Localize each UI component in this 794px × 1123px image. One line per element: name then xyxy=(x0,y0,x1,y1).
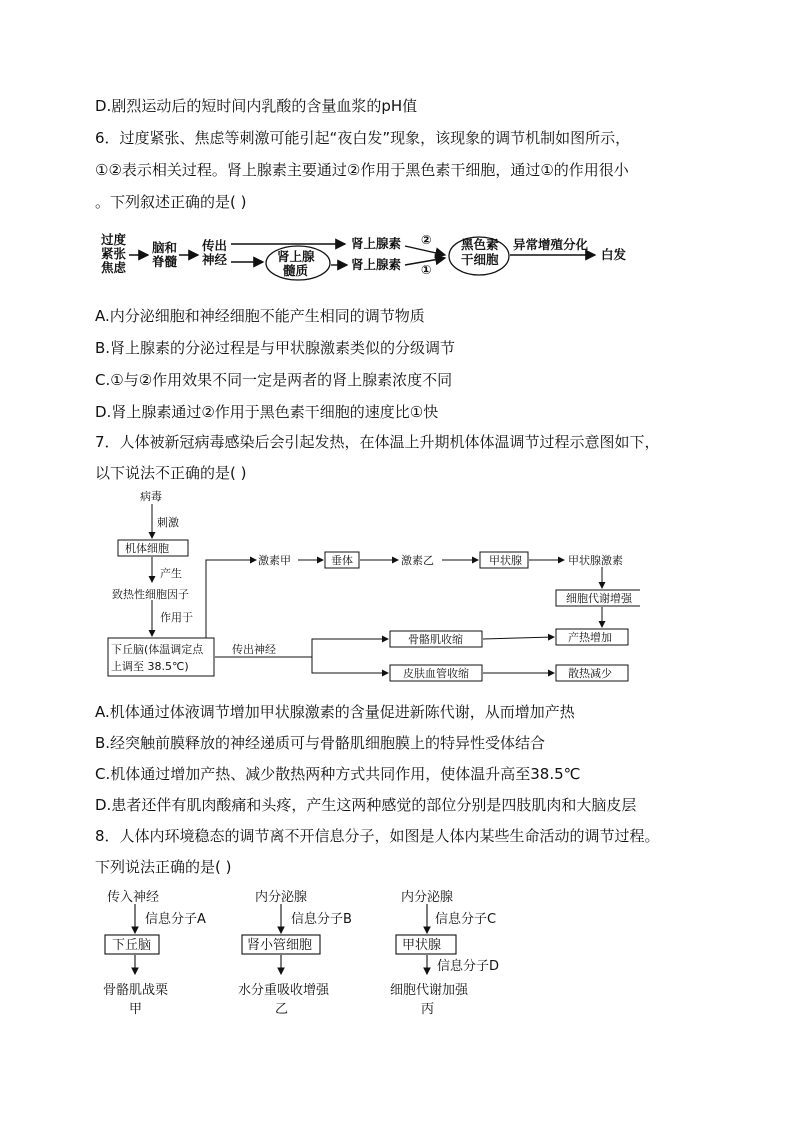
jia-target-box: 下丘脑 xyxy=(112,938,152,953)
act-on-label: 作用于 xyxy=(160,611,193,624)
stimulus-line3: 焦虑 xyxy=(101,260,127,275)
bing-signal2: 信息分子D xyxy=(437,959,500,974)
stimulus-line2: 紧张 xyxy=(101,246,127,261)
medulla-line1: 肾上腺 xyxy=(277,249,315,264)
yi-target-box: 肾小管细胞 xyxy=(247,938,313,953)
hypothalamus-line1: 下丘脑(体温调定点 xyxy=(111,643,204,656)
jia-signal: 信息分子A xyxy=(145,912,206,927)
heat-up-box: 产热增加 xyxy=(568,631,612,644)
stimulate-label: 刺激 xyxy=(157,516,179,529)
bing-signal: 信息分子C xyxy=(435,912,497,927)
q6-stem-line3: 。下列叙述正确的是( ) xyxy=(95,193,247,211)
hypothalamus-line2: 上调至 38.5℃) xyxy=(111,660,189,673)
q6-option-c: C.①与②作用效果不同一定是两者的肾上腺素浓度不同 xyxy=(95,371,453,389)
hormone-b-label: 激素乙 xyxy=(401,554,434,567)
bing-label: 丙 xyxy=(421,1002,435,1017)
q7-option-d: D.患者还伴有肌肉酸痛和头疼，产生这两种感觉的部位分别是四肢肌肉和大脑皮层 xyxy=(95,796,637,814)
virus-label: 病毒 xyxy=(140,490,162,503)
yi-result: 水分重吸收增强 xyxy=(238,983,330,998)
q6-option-a: A.内分泌细胞和神经细胞不能产生相同的调节物质 xyxy=(95,307,425,325)
q6-diagram xyxy=(95,224,655,286)
efferent-line1: 传出 xyxy=(202,238,228,253)
medulla-line2: 髓质 xyxy=(283,263,309,278)
stimulus-line1: 过度 xyxy=(101,232,127,247)
epinephrine-bottom: 肾上腺素 xyxy=(351,257,402,272)
body-cell-box: 机体细胞 xyxy=(125,542,169,555)
q7-option-b: B.经突触前膜释放的神经递质可与骨骼肌细胞膜上的特异性受体结合 xyxy=(95,734,546,752)
efferent-label: 传出神经 xyxy=(232,643,276,656)
bing-source: 内分泌腺 xyxy=(401,890,454,905)
muscle-box: 骨骼肌收缩 xyxy=(408,633,463,646)
q5-option-d: D.剧烈运动后的短时间内乳酸的含量血浆的pH值 xyxy=(95,97,418,115)
hormone-a-label: 激素甲 xyxy=(258,554,291,567)
q7-option-a: A.机体通过体液调节增加甲状腺激素的含量促进新陈代谢，从而增加产热 xyxy=(95,703,575,721)
q7-stem-line2: 以下说法不正确的是( ) xyxy=(95,464,247,482)
q6-stem-line1: 6．过度紧张、焦虑等刺激可能引起“夜白发”现象，该现象的调节机制如图所示， xyxy=(95,129,631,147)
pituitary-box: 垂体 xyxy=(331,554,353,567)
q7-stem-line1: 7．人体被新冠病毒感染后会引起发热，在体温上升期机体体温调节过程示意图如下， xyxy=(95,433,660,451)
q6-option-d: D.肾上腺素通过②作用于黑色素干细胞的速度比①快 xyxy=(95,403,439,421)
heat-down-box: 散热减少 xyxy=(568,667,612,680)
jia-label: 甲 xyxy=(129,1002,143,1017)
white-hair-label: 白发 xyxy=(601,247,627,262)
pyrogen-label: 致热性细胞因子 xyxy=(112,588,189,601)
q8-stem-line2: 下列说法正确的是( ) xyxy=(95,858,232,876)
yi-signal: 信息分子B xyxy=(291,912,352,927)
bing-result: 细胞代谢加强 xyxy=(390,983,469,998)
metabolism-box: 细胞代谢增强 xyxy=(566,592,632,605)
abnormal-label: 异常增殖分化 xyxy=(513,237,589,252)
brain-line1: 脑和 xyxy=(152,240,178,255)
vessel-box: 皮肤血管收缩 xyxy=(403,667,469,680)
bing-target-box: 甲状腺 xyxy=(402,938,442,953)
q7-option-c: C.机体通过增加产热、减少散热两种方式共同作用，使体温升高至38.5℃ xyxy=(95,765,581,783)
jia-source: 传入神经 xyxy=(107,890,160,905)
mark-2: ② xyxy=(421,232,432,247)
thyroid-hormone-label: 甲状腺激素 xyxy=(568,554,623,567)
mark-1: ① xyxy=(421,262,432,277)
yi-source: 内分泌腺 xyxy=(255,890,308,905)
brain-line2: 脊髓 xyxy=(152,254,178,269)
thyroid-box: 甲状腺 xyxy=(489,554,522,567)
produce-label: 产生 xyxy=(160,567,182,580)
stem-cell-line2: 干细胞 xyxy=(461,252,499,267)
q7-diagram xyxy=(100,486,640,686)
yi-label: 乙 xyxy=(275,1002,289,1017)
jia-result: 骨骼肌战栗 xyxy=(103,983,169,998)
q6-option-b: B.肾上腺素的分泌过程是与甲状腺激素类似的分级调节 xyxy=(95,339,456,357)
efferent-line2: 神经 xyxy=(202,252,228,267)
epinephrine-top: 肾上腺素 xyxy=(351,236,402,251)
q6-stem-line2: ①②表示相关过程。肾上腺素主要通过②作用于黑色素干细胞，通过①的作用很小 xyxy=(95,161,629,179)
q8-stem-line1: 8．人体内环境稳态的调节离不开信息分子，如图是人体内某些生命活动的调节过程。 xyxy=(95,827,660,845)
stem-cell-line1: 黑色素 xyxy=(461,237,499,252)
q8-diagram xyxy=(95,888,525,1020)
